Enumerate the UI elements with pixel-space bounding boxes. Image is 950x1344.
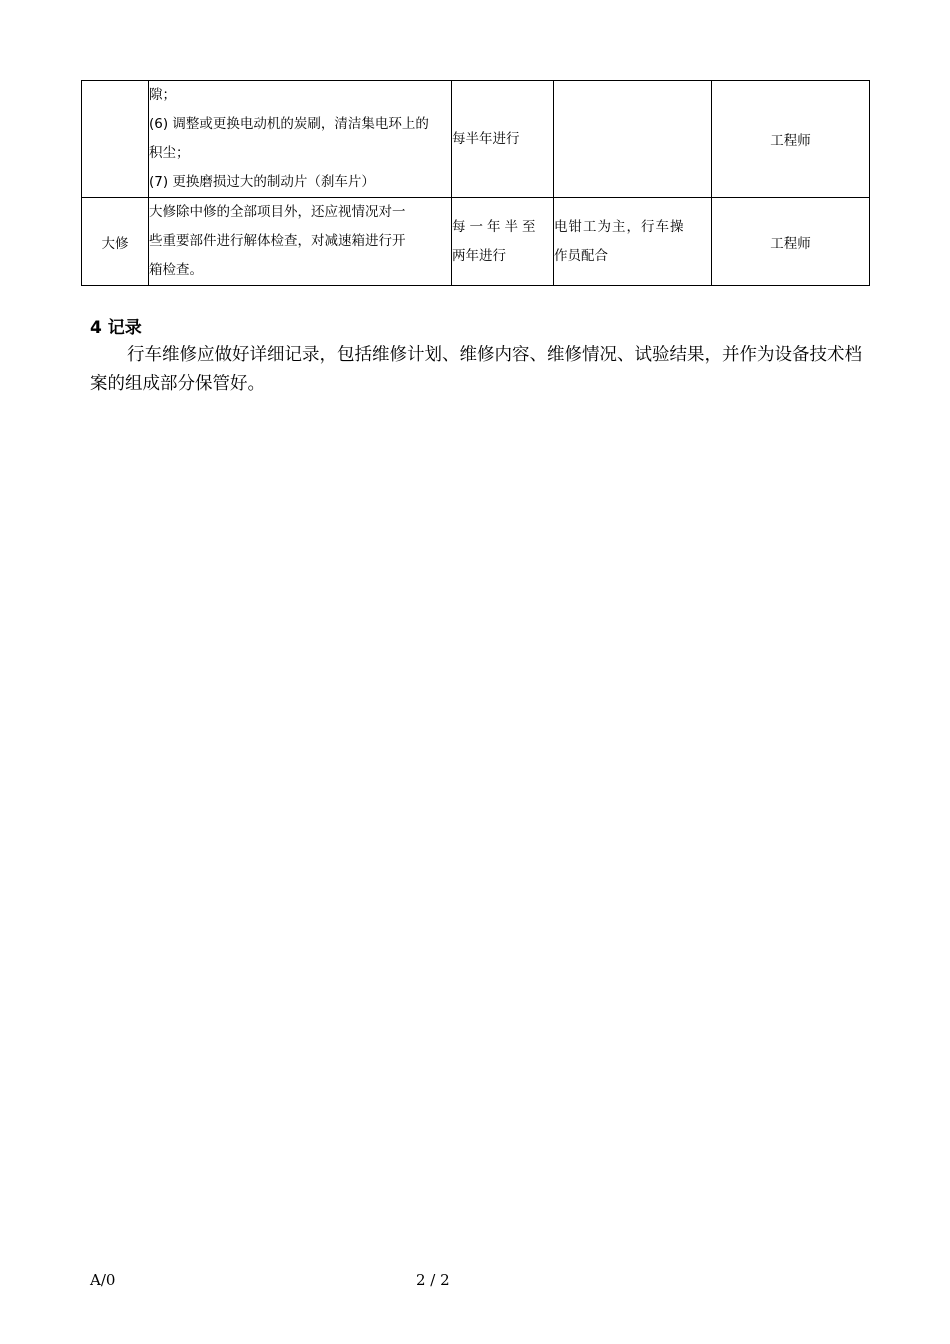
content-line: 隙；: [149, 87, 176, 103]
content-line: 箱检查。: [149, 262, 203, 278]
content-line: (7) 更换磨损过大的制动片（刹车片）: [149, 174, 375, 190]
frequency-cell: [452, 81, 554, 198]
personnel-cell: [554, 198, 712, 286]
maintenance-table: [81, 80, 870, 286]
personnel-line: 电钳工为主，行车操: [554, 218, 685, 235]
personnel-line: 作员配合: [554, 247, 608, 264]
table-row: [82, 81, 870, 198]
frequency-cell: [452, 198, 554, 286]
content-line: (6) 调整或更换电动机的炭刷，清洁集电环上的: [149, 116, 429, 132]
frequency-line: 每半年进行: [452, 130, 520, 147]
section-body: 行车维修应做好详细记录，包括维修计划、维修内容、维修情况、试验结果，并作为设备技术档案的组成部分保管好。: [90, 345, 862, 394]
frequency-line: 两年进行: [452, 247, 506, 264]
responsible-cell: 工程师: [712, 81, 870, 198]
content-line: 积尘；: [149, 145, 190, 161]
section-heading: 4 记录: [90, 318, 142, 338]
personnel-cell: [554, 81, 712, 198]
responsible-cell: 工程师: [712, 198, 870, 286]
maintenance-content-cell: [149, 81, 452, 198]
page-number: 2 / 2: [416, 1271, 450, 1289]
frequency-line: 每一年半至: [452, 218, 540, 235]
maintenance-type-cell: [82, 81, 149, 198]
content-line: 些重要部件进行解体检查，对减速箱进行开: [149, 233, 406, 249]
content-line: 大修除中修的全部项目外，还应视情况对一: [149, 204, 406, 220]
document-version: A/0: [90, 1271, 116, 1289]
table-row: [82, 198, 870, 286]
maintenance-content-cell: [149, 198, 452, 286]
maintenance-type-cell: 大修: [82, 198, 149, 286]
